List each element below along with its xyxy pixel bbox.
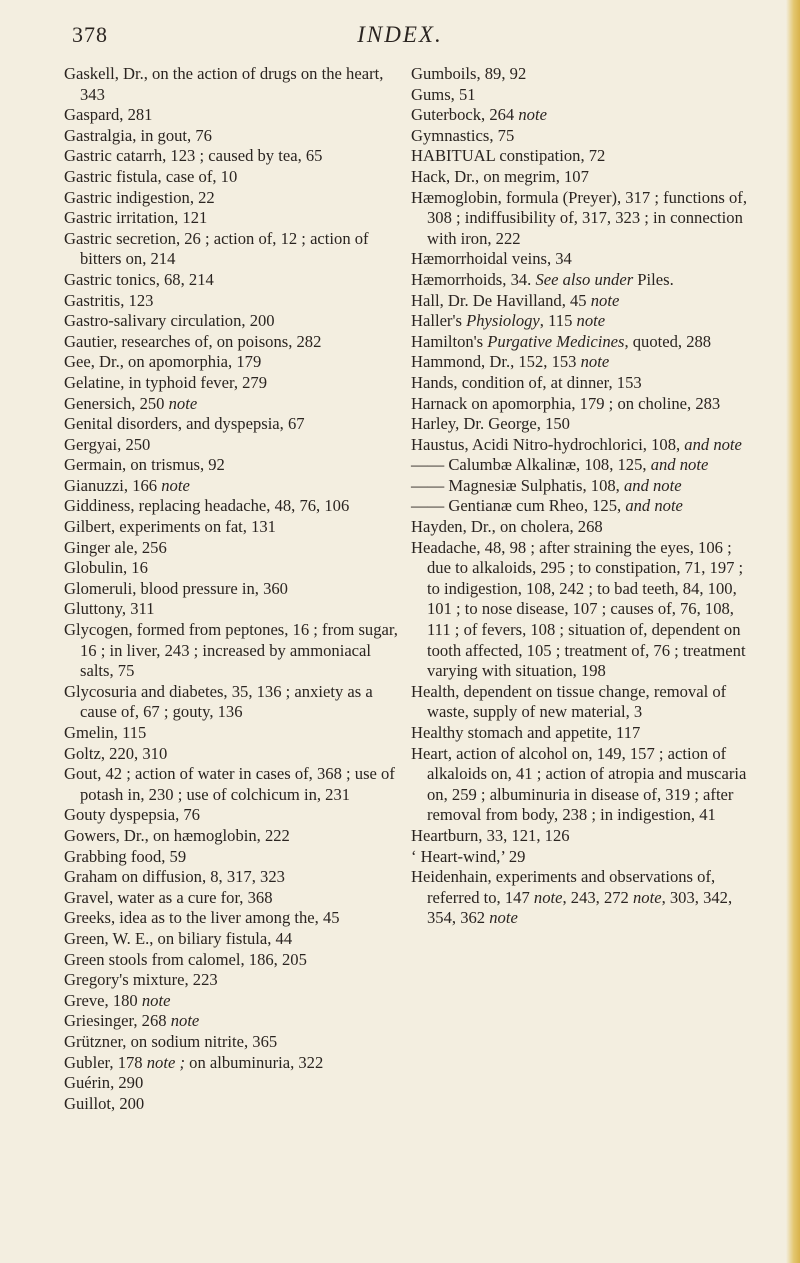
index-entry: Gastric irritation, 121 (64, 208, 208, 228)
index-entry: HABITUAL constipation, 72 (411, 146, 606, 166)
index-entry: Gmelin, 115 (64, 723, 147, 742)
page-header (0, 14, 800, 54)
index-entry: Gouty dyspepsia, 76 (64, 805, 200, 825)
index-entry: Gaspard, 281 (64, 105, 153, 125)
index-entry: Goltz, 220, 310 (64, 743, 168, 763)
index-entry: Glycosuria and diabetes, 35, 136 ; anxiety as a cause of, 67 ; gouty, 136 (64, 681, 373, 722)
index-entry: —— Calumbæ Alkalinæ, 108, 125, and note (411, 455, 709, 475)
index-entry: Gianuzzi, 166 note (64, 475, 190, 495)
index-entry: ‘ Heart-wind,’ 29 (411, 846, 526, 866)
index-entry: Guillot, 200 (64, 1093, 145, 1113)
index-entry: Harley, Dr. George, 150 (411, 414, 570, 434)
index-entry: Gastralgia, in gout, 76 (64, 125, 212, 145)
index-entry: Gastric indigestion, 22 (64, 187, 215, 207)
index-entry: Grützner, on sodium nitrite, 365 (64, 1031, 278, 1051)
index-entry: Gastric catarrh, 123 ; caused by tea, 65 (64, 146, 323, 166)
index-entry: Gastric fistula, case of, 10 (64, 166, 238, 186)
index-entry: Gluttony, 311 (64, 599, 155, 619)
index-entry: Gergyai, 250 (64, 434, 151, 454)
index-entry: Ginger ale, 256 (64, 537, 167, 557)
index-entry: Greve, 180 note (64, 990, 171, 1010)
index-entry: Hæmorrhoidal veins, 34 (411, 249, 572, 269)
page-number: 378 (72, 22, 108, 47)
index-entry: Hands, condition of, at dinner, 153 (411, 372, 642, 392)
index-entry: Heart, action of alcohol on, 149, 157 ; action of alkaloids on, 41 ; action of atropia and muscaria on, 259 ; albuminuria in disease of, 319 ; after removal from body, 238 ; in indigestion, 41 (411, 743, 747, 825)
index-entry: Greeks, idea as to the liver among the, 45 (64, 908, 340, 928)
index-entry: —— Gentianæ cum Rheo, 125, and note (411, 496, 683, 516)
index-entry: Gastro-salivary circulation, 200 (64, 311, 275, 331)
index-entry: Gastric tonics, 68, 214 (64, 269, 214, 289)
index-entry: Glomeruli, blood pressure in, 360 (64, 578, 288, 598)
index-entry: Hamilton's Purgative Medicines, quoted, 288 (411, 331, 712, 351)
index-entry: Genital disorders, and dyspepsia, 67 (64, 414, 305, 434)
index-entry: Healthy stomach and appetite, 117 (411, 723, 641, 742)
index-entry: —— Magnesiæ Sulphatis, 108, and note (411, 475, 682, 495)
index-entry: Green, W. E., on biliary fistula, 44 (64, 928, 293, 948)
index-entry: Green stools from calomel, 186, 205 (64, 949, 307, 969)
index-entry: Globulin, 16 (64, 558, 148, 578)
index-entry: Haller's Physiology, 115 note (411, 311, 606, 331)
page-edge (786, 0, 800, 1263)
index-entry: Hæmorrhoids, 34. See also under Piles. (411, 269, 674, 289)
index-entry: Heartburn, 33, 121, 126 (411, 825, 570, 845)
index-entry: Haustus, Acidi Nitro-hydrochlorici, 108, and note (411, 434, 742, 454)
index-entry: Guterbock, 264 note (411, 105, 547, 125)
index-entry: Gastric secretion, 26 ; action of, 12 ; action of bitters on, 214 (64, 228, 369, 269)
index-entry: Graham on diffusion, 8, 317, 323 (64, 867, 285, 887)
index-entry: Hæmoglobin, formula (Preyer), 317 ; functions of, 308 ; indiffusibility of, 317, 323 ; in connection with iron, 222 (411, 187, 747, 248)
index-entry: Health, dependent on tissue change, removal of waste, supply of new material, 3 (411, 681, 727, 722)
index-entry: Hall, Dr. De Havilland, 45 note (411, 290, 620, 310)
index-entry: Gubler, 178 note ; on albuminuria, 322 (64, 1052, 324, 1072)
index-entry: Heidenhain, experiments and observations of, referred to, 147 note, 243, 272 note, 303, 342, 354, 362 note (411, 867, 733, 928)
index-column-left (64, 64, 404, 1114)
index-entry: Gowers, Dr., on hæmoglobin, 222 (64, 825, 290, 845)
index-entry: Gregory's mixture, 223 (64, 970, 218, 990)
index-entry: Headache, 48, 98 ; after straining the eyes, 106 ; due to alkaloids, 295 ; to constipation, 71, 197 ; to indigestion, 108, 242 ; to bad teeth, 84, 100, 101 ; to nose disease, 107 ; causes of, 76, 108, 111 ; of fevers, 108 ; situation of, dependent on tooth affected, 105 ; treatment of, 76 ; treatment varying with situation, 198 (411, 537, 746, 681)
index-entry: Gravel, water as a cure for, 368 (64, 887, 273, 907)
index-column-right (411, 64, 751, 929)
index-entry: Glycogen, formed from peptones, 16 ; from sugar, 16 ; in liver, 243 ; increased by ammoniacal salts, 75 (64, 620, 398, 681)
index-entry: Gymnastics, 75 (411, 125, 515, 145)
index-entry: Gelatine, in typhoid fever, 279 (64, 372, 268, 392)
index-entry: Gums, 51 (411, 84, 476, 104)
index-entry: Guérin, 290 (64, 1073, 144, 1093)
index-entry: Gautier, researches of, on poisons, 282 (64, 331, 322, 351)
index-entry: Gastritis, 123 (64, 290, 154, 310)
index-entry: Hayden, Dr., on cholera, 268 (411, 517, 603, 537)
index-entry: Griesinger, 268 note (64, 1011, 200, 1031)
index-entry: Gaskell, Dr., on the action of drugs on the heart, 343 (64, 64, 384, 104)
index-entry: Gout, 42 ; action of water in cases of, 368 ; use of potash in, 230 ; use of colchicum in, 231 (64, 764, 395, 804)
page-title: INDEX. (357, 22, 443, 47)
index-entry: Germain, on trismus, 92 (64, 455, 225, 475)
index-entry: Gilbert, experiments on fat, 131 (64, 517, 276, 537)
index-entry: Gee, Dr., on apomorphia, 179 (64, 352, 262, 372)
index-entry: Genersich, 250 note (64, 393, 198, 413)
index-entry: Gumboils, 89, 92 (411, 64, 527, 83)
index-entry: Hack, Dr., on megrim, 107 (411, 166, 589, 186)
index-entry: Grabbing food, 59 (64, 846, 187, 866)
index-entry: Hammond, Dr., 152, 153 note (411, 352, 610, 372)
index-entry: Giddiness, replacing headache, 48, 76, 106 (64, 496, 350, 516)
index-entry: Harnack on apomorphia, 179 ; on choline, 283 (411, 393, 721, 413)
